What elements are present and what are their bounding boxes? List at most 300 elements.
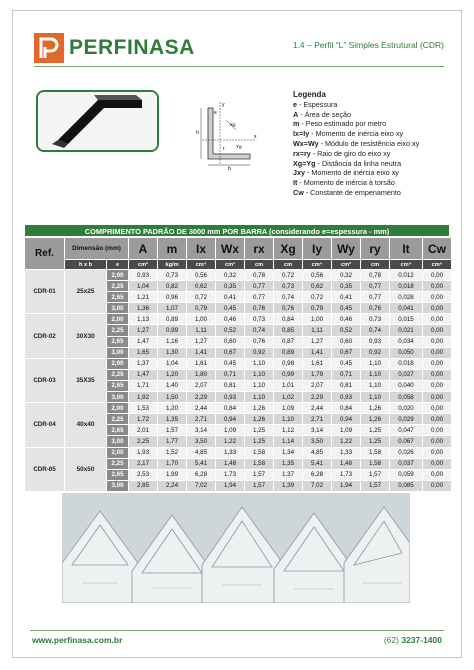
table-cell: 4,85 [303,447,332,458]
table-cell: 0,00 [423,336,452,347]
table-cell: 1,73 [216,469,245,480]
col-header: Wx [216,238,245,260]
diagram-label-e: e [214,110,217,116]
col-header: ry [361,238,390,260]
table-cell: 1,10 [245,358,274,369]
row-ref: CDR-03 [25,358,65,402]
table-cell: 0,018 [390,358,423,369]
table-cell: 0,041 [390,303,423,314]
table-cell: 0,00 [423,270,452,281]
table-cell: 0,92 [245,347,274,358]
table-cell: 0,00 [423,369,452,380]
table-cell: 1,36 [129,303,158,314]
legend-description: - Momento de inércia à torsão [297,178,395,188]
col-unit: cm [361,260,390,270]
table-cell: 0,99 [274,369,303,380]
row-thickness: 2,00 [107,358,129,369]
table-cell: 1,57 [361,469,390,480]
table-cell: 0,72 [303,292,332,303]
table-cell: 0,77 [245,281,274,292]
legend-symbol: A [293,109,299,119]
table-cell: 3,50 [303,436,332,447]
table-cell: 0,00 [423,358,452,369]
row-ref: CDR-04 [25,403,65,447]
table-cell: 0,56 [187,270,216,281]
table-cell: 6,28 [303,469,332,480]
table-cell: 1,26 [245,414,274,425]
table-cell: 1,09 [216,425,245,436]
table-cell: 0,050 [390,347,423,358]
table-cell: 1,41 [303,347,332,358]
table-cell: 0,41 [332,292,361,303]
table-cell: 0,72 [187,292,216,303]
row-thickness: 2,00 [107,447,129,458]
table-cell: 2,25 [129,436,158,447]
table-cell: 1,10 [245,369,274,380]
table-cell: 3,50 [187,436,216,447]
table-cell: 1,52 [158,447,187,458]
table-cell: 0,60 [216,336,245,347]
table-cell: 0,35 [332,281,361,292]
table-cell: 2,07 [303,380,332,391]
table-cell: 1,16 [158,336,187,347]
table-cell: 0,00 [423,403,452,414]
table-cell: 0,00 [423,325,452,336]
table-cell: 7,02 [187,480,216,491]
table-cell: 1,57 [245,480,274,491]
legend-item [293,188,419,198]
row-size: 50x50 [65,447,107,491]
legend-symbol: m [293,119,300,129]
table-cell: 0,76 [245,303,274,314]
table-cell: 1,53 [129,403,158,414]
row-thickness: 2,65 [107,336,129,347]
col-unit: cm⁴ [303,260,332,270]
legend-description: - Peso estimado por metro [299,119,387,129]
table-cell: 0,45 [332,358,361,369]
table-cell: 0,46 [332,314,361,325]
row-thickness: 3,00 [107,480,129,491]
diagram-label-h: h [196,130,199,136]
table-cell: 0,77 [245,292,274,303]
table-cell: 1,58 [245,447,274,458]
col-header: Xg [274,238,303,260]
legend-description: - Área de seção [298,109,351,119]
table-cell: 1,20 [158,403,187,414]
table-cell: 1,12 [274,425,303,436]
table-cell: 1,26 [245,403,274,414]
table-cell: 0,85 [274,325,303,336]
legend-symbol: Wx=Wy [293,138,319,148]
table-cell: 0,085 [390,480,423,491]
table-cell: 1,33 [332,447,361,458]
specs-table [24,237,452,492]
table-cell: 0,76 [245,336,274,347]
table-cell: 1,04 [129,281,158,292]
table-cell: 0,92 [361,347,390,358]
table-cell: 1,22 [332,436,361,447]
table-cell: 1,30 [158,347,187,358]
table-cell: 1,34 [274,447,303,458]
row-thickness: 2,25 [107,369,129,380]
table-cell: 0,020 [390,403,423,414]
table-cell: 1,10 [245,380,274,391]
row-size: 40x40 [65,403,107,447]
col-hxb-subheader: h x b [65,260,107,270]
table-cell: 0,96 [158,292,187,303]
table-cell: 0,46 [216,314,245,325]
table-cell: 1,41 [187,347,216,358]
table-cell: 0,058 [390,392,423,403]
table-cell: 2,44 [303,403,332,414]
page-title: 1.4 – Perfil “L” Simples Estrutural (CDR) [292,40,444,50]
table-cell: 1,48 [332,458,361,469]
table-cell: 0,059 [390,469,423,480]
table-cell: 0,78 [361,270,390,281]
table-cell: 0,71 [332,369,361,380]
header-divider [34,66,444,67]
table-cell: 3,14 [187,425,216,436]
table-cell: 1,72 [129,414,158,425]
legend-symbol: It [293,178,298,188]
col-unit: cm³ [216,260,245,270]
row-ref: CDR-05 [25,447,65,491]
legend-item [293,100,419,110]
table-cell: 0,00 [423,480,452,491]
table-cell: 0,015 [390,314,423,325]
table-row [25,403,452,414]
table-cell: 1,25 [245,425,274,436]
col-dimension-header: Dimensão (mm) [65,238,129,260]
table-cell: 1,33 [216,447,245,458]
table-cell: 0,94 [332,414,361,425]
brand-logo [34,33,195,63]
footer-phone [384,635,442,645]
col-unit: cm⁶ [423,260,452,270]
table-cell: 0,52 [216,325,245,336]
table-cell: 0,00 [423,281,452,292]
table-cell: 0,62 [303,281,332,292]
table-row [25,358,452,369]
table-cell: 0,67 [216,347,245,358]
table-cell: 0,78 [245,270,274,281]
legend-item [293,159,419,169]
table-cell: 0,018 [390,281,423,292]
table-cell: 0,45 [216,303,245,314]
table-cell: 1,93 [129,447,158,458]
table-cell: 1,10 [361,369,390,380]
diagram-label-xg: Xg [230,122,236,127]
table-cell: 1,10 [245,392,274,403]
table-cell: 0,027 [390,369,423,380]
table-cell: 1,20 [158,369,187,380]
table-cell: 0,89 [158,314,187,325]
table-cell: 1,80 [187,369,216,380]
col-unit: cm⁴ [187,260,216,270]
col-unit: kg/m [158,260,187,270]
col-unit: cm⁴ [390,260,423,270]
legend-symbol: Cw [293,187,304,197]
row-size: 25x25 [65,270,107,314]
table-cell: 0,021 [390,325,423,336]
table-cell: 0,93 [332,392,361,403]
table-cell: 0,84 [274,314,303,325]
col-header: It [390,238,423,260]
table-cell: 1,57 [245,469,274,480]
table-cell: 0,79 [303,303,332,314]
table-cell: 2,85 [129,480,158,491]
col-ref-header: Ref. [25,238,65,270]
row-thickness: 2,65 [107,380,129,391]
table-cell: 1,73 [332,469,361,480]
footer-website-link[interactable]: www.perfinasa.com.br [32,635,123,645]
table-cell: 1,65 [129,347,158,358]
table-cell: 0,56 [303,270,332,281]
table-cell: 1,26 [361,414,390,425]
table-cell: 1,58 [361,458,390,469]
table-cell: 1,13 [129,314,158,325]
diagram-label-b: b [228,166,231,170]
table-cell: 0,00 [423,347,452,358]
col-header: Iy [303,238,332,260]
table-cell: 0,71 [216,369,245,380]
phone-number: 3237-1400 [401,635,442,645]
table-cell: 1,61 [187,358,216,369]
table-cell: 0,00 [423,292,452,303]
stacked-angles-photo [62,493,410,603]
col-header: m [158,238,187,260]
table-cell: 2,17 [129,458,158,469]
table-cell: 1,04 [158,358,187,369]
table-cell: 0,00 [423,425,452,436]
table-cell: 1,57 [158,425,187,436]
legend-item [293,139,419,149]
table-cell: 1,57 [361,480,390,491]
table-cell: 1,71 [129,380,158,391]
table-cell: 1,79 [303,369,332,380]
table-cell: 1,47 [129,369,158,380]
footer-divider [30,630,444,631]
table-cell: 0,32 [216,270,245,281]
row-ref: CDR-02 [25,314,65,358]
table-cell: 0,74 [274,292,303,303]
table-cell: 5,41 [187,458,216,469]
legend-description: - Módulo de resistência eixo xy [318,138,420,148]
row-size: 35X35 [65,358,107,402]
table-row [25,270,452,281]
table-cell: 1,40 [158,380,187,391]
table-cell: 1,25 [245,436,274,447]
row-thickness: 2,65 [107,425,129,436]
angle-profile-photo [36,90,159,152]
table-cell: 0,00 [423,314,452,325]
table-cell: 1,10 [361,358,390,369]
row-thickness: 3,00 [107,347,129,358]
table-cell: 0,41 [216,292,245,303]
row-thickness: 2,00 [107,403,129,414]
table-cell: 1,10 [361,392,390,403]
table-cell: 0,73 [158,270,187,281]
table-cell: 0,93 [361,336,390,347]
brand-name: PERFINASA [69,36,195,59]
table-cell: 1,11 [303,325,332,336]
row-thickness: 2,00 [107,270,129,281]
phone-prefix: (62) [383,635,399,645]
table-cell: 0,00 [423,436,452,447]
table-cell: 0,76 [361,303,390,314]
table-cell: 0,00 [423,414,452,425]
row-thickness: 2,00 [107,314,129,325]
col-header: rx [245,238,274,260]
legend-description: - Constante de empenamento [303,187,401,197]
table-cell: 1,35 [158,414,187,425]
table-cell: 0,00 [423,469,452,480]
table-cell: 0,034 [390,336,423,347]
table-cell: 2,53 [129,469,158,480]
col-header: Ix [187,238,216,260]
table-cell: 0,32 [332,270,361,281]
table-cell: 0,77 [361,281,390,292]
table-cell: 1,25 [361,436,390,447]
table-cell: 0,87 [274,336,303,347]
table-cell: 1,07 [158,303,187,314]
table-cell: 0,84 [216,403,245,414]
col-unit: cm [274,260,303,270]
table-cell: 0,00 [423,447,452,458]
table-cell: 0,81 [332,380,361,391]
legend-title: Legenda [293,90,326,99]
table-cell: 0,79 [187,303,216,314]
table-cell: 2,24 [158,480,187,491]
row-ref: CDR-01 [25,270,65,314]
row-thickness: 2,25 [107,414,129,425]
table-cell: 0,040 [390,380,423,391]
table-cell: 1,37 [274,469,303,480]
table-cell: 0,98 [274,358,303,369]
table-cell: 0,72 [274,270,303,281]
table-cell: 0,067 [390,436,423,447]
row-thickness: 2,25 [107,281,129,292]
table-cell: 0,60 [332,336,361,347]
table-cell: 0,012 [390,270,423,281]
table-cell: 0,73 [245,314,274,325]
col-e-subheader: e [107,260,129,270]
table-cell: 1,58 [361,447,390,458]
table-cell: 2,71 [187,414,216,425]
diagram-label-y: y [222,102,225,108]
col-header: A [129,238,158,260]
col-unit: cm³ [332,260,361,270]
legend-symbol: e [293,99,297,109]
col-unit: cm² [129,260,158,270]
row-thickness: 2,25 [107,325,129,336]
table-cell: 0,77 [361,292,390,303]
table-cell: 1,00 [303,314,332,325]
table-cell: 1,26 [361,403,390,414]
col-header: Cw [423,238,452,260]
perfinasa-logo-icon [34,33,64,63]
legend-description: - Espessura [297,99,338,109]
table-cell: 0,029 [390,414,423,425]
legend-item [293,168,419,178]
table-cell: 1,10 [274,414,303,425]
legend-symbol: Jxy [293,168,305,178]
table-cell: 0,00 [423,392,452,403]
table-cell: 1,37 [129,358,158,369]
table-cell: 0,89 [274,347,303,358]
table-cell: 1,99 [158,469,187,480]
table-cell: 3,14 [303,425,332,436]
table-cell: 1,11 [187,325,216,336]
row-size: 30X30 [65,314,107,358]
table-cell: 1,14 [274,436,303,447]
specs-table-container [24,224,450,492]
table-cell: 0,67 [332,347,361,358]
col-header: Wy [332,238,361,260]
table-cell: 1,50 [158,392,187,403]
table-cell: 0,84 [332,403,361,414]
table-cell: 1,27 [303,336,332,347]
legend-description: - Raio de giro do eixo xy [310,148,391,158]
table-cell: 7,02 [303,480,332,491]
table-cell: 0,93 [129,270,158,281]
table-cell: 1,77 [158,436,187,447]
legend-description: - Momento de inércia eixo xy [309,129,404,139]
table-cell: 0,76 [274,303,303,314]
table-cell: 0,93 [216,392,245,403]
legend-item [293,119,419,129]
table-cell: 1,21 [129,292,158,303]
row-thickness: 2,65 [107,469,129,480]
table-cell: 0,94 [216,414,245,425]
table-cell: 0,00 [423,458,452,469]
diagram-label-yg: Yg [236,144,242,149]
table-cell: 0,45 [216,358,245,369]
diagram-label-r: r [223,146,225,152]
table-cell: 0,74 [245,325,274,336]
table-cell: 4,85 [187,447,216,458]
table-cell: 0,99 [158,325,187,336]
table-cell: 0,74 [361,325,390,336]
table-cell: 1,94 [332,480,361,491]
legend-symbol: Ix=Iy [293,129,310,139]
table-row [25,447,452,458]
table-cell: 1,48 [216,458,245,469]
table-cell: 1,27 [187,336,216,347]
table-cell: 0,047 [390,425,423,436]
table-cell: 1,09 [332,425,361,436]
table-cell: 0,45 [332,303,361,314]
legend-item [293,129,419,139]
table-cell: 1,00 [187,314,216,325]
legend-description: - Distância da linha neutra [315,158,402,168]
table-cell: 0,82 [158,281,187,292]
table-row [25,314,452,325]
table-cell: 2,44 [187,403,216,414]
table-cell: 1,25 [361,425,390,436]
table-cell: 1,10 [361,380,390,391]
cross-section-diagram [196,100,260,170]
table-cell: 2,29 [187,392,216,403]
table-cell: 0,00 [423,380,452,391]
table-cell: 0,52 [332,325,361,336]
legend-symbol: rx=ry [293,148,311,158]
table-cell: 1,35 [274,458,303,469]
table-cell: 2,71 [303,414,332,425]
legend [293,90,419,198]
table-cell: 1,94 [216,480,245,491]
table-title: COMPRIMENTO PADRÃO DE 3000 mm POR BARRA (considerando e=espessura - mm) [24,224,450,237]
